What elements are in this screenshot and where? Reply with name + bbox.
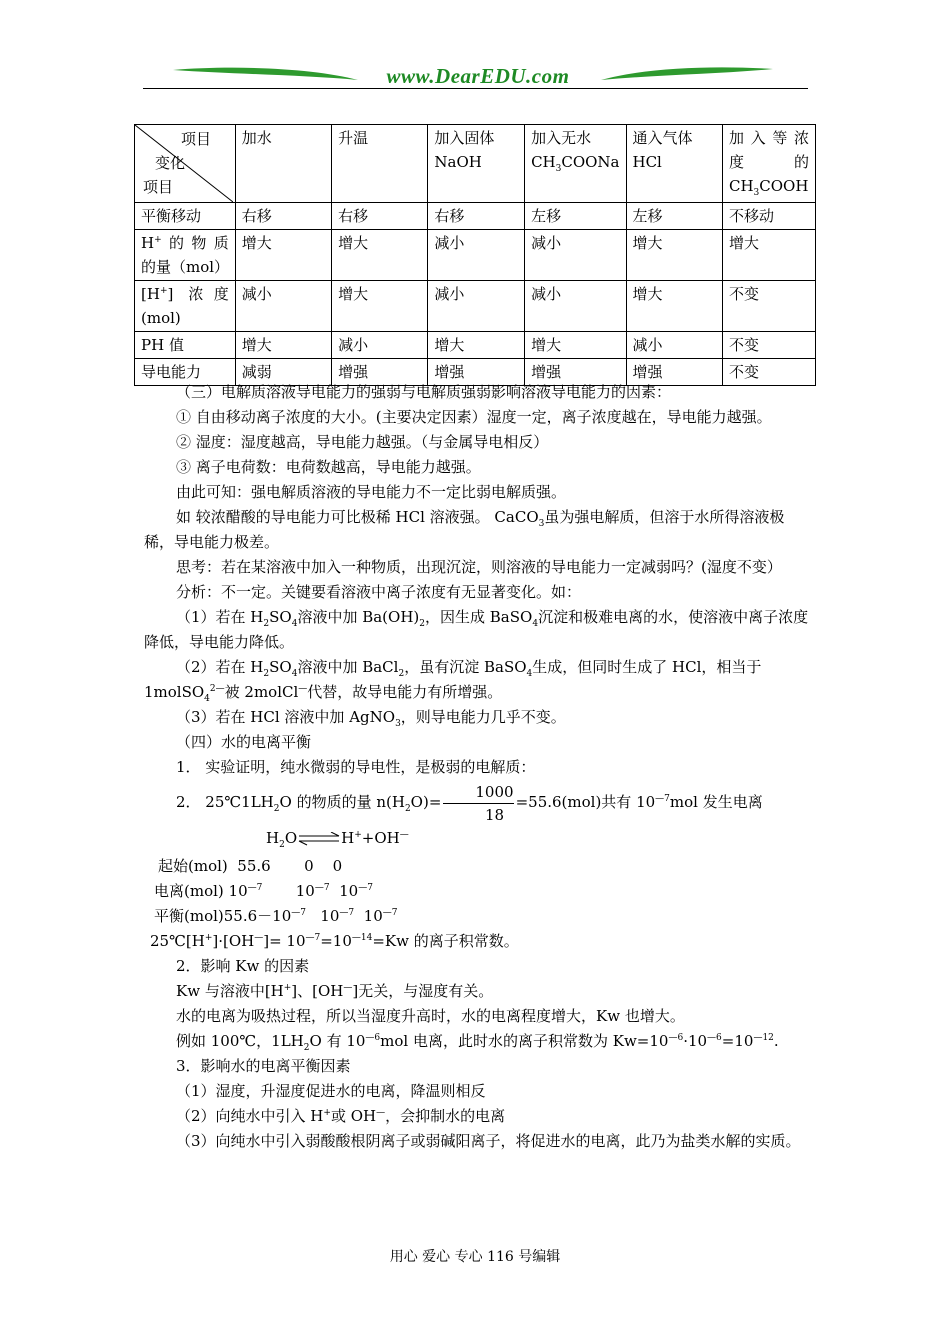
table-cell: 减小 — [428, 281, 525, 332]
table-cell: 增强 — [428, 359, 525, 386]
header-banner — [143, 62, 808, 92]
paragraph: 例如 100℃，$1LH_2O$ 有 $10^{—6}mol$ 电离，此时水的离子积常数为 $Kw=10^{—6}\cdot 10^{—6}=10^{—12}$. — [176, 1031, 779, 1053]
paragraph: （1）若在 $H_2SO_4$溶液中加 $Ba(OH)_2$，因生成 BaSO$_4$沉淀和极难电离的水，使溶液中离子浓度降低，导电能力降低。 — [144, 608, 809, 651]
paragraph: 如 较浓醋酸的导电能力可比极稀 HCl 溶液强。 CaCO$_3$虽为强电解质，但溶于水所得溶液极稀，导电能力极差。 — [144, 508, 785, 551]
table-cell: 增强 — [626, 359, 722, 386]
paragraph: （2）向纯水中引入 H+或 OH—，会抑制水的电离 — [176, 1106, 506, 1125]
fraction: $\frac{1000}{18}$ — [443, 781, 513, 826]
row-label: PH 值 — [135, 332, 236, 359]
diag-mid-label: 变化 — [155, 154, 186, 172]
table-line: 起始(mol) 55.6 0 0 — [158, 856, 343, 875]
table-cell: 不移动 — [722, 203, 815, 230]
table-line: 平衡$(mol)55.6-10^{—7}$ $10^{—7}$ $10^{—7}$ — [154, 906, 398, 925]
paragraph: 水的电离为吸热过程，所以当湿度升高时，水的电离程度增大，Kw 也增大。 — [176, 1006, 685, 1025]
table-cell: 右移 — [428, 203, 525, 230]
diagonal-header-cell — [135, 125, 236, 203]
row-label: [H+] 浓度 (mol) — [135, 281, 236, 332]
section-heading: （三）电解质溶液导电能力的强弱与电解质强弱影响溶液导电能力的因素： — [176, 383, 672, 401]
section-heading: 2．影响 Kw 的因素 — [176, 956, 310, 975]
table-cell: 不变 — [722, 281, 815, 332]
paragraph: ① 自由移动离子浓度的大小。(主要决定因素）湿度一定，离子浓度越在，导电能力越强。 — [176, 408, 772, 426]
diag-bottom-label: 项目 — [143, 178, 174, 196]
table-cell: 减小 — [525, 281, 626, 332]
paragraph: （1）湿度，升湿度促进水的电离，降温则相反 — [176, 1081, 486, 1100]
row-label: 导电能力 — [135, 359, 236, 386]
table-cell: 增强 — [525, 359, 626, 386]
paragraph: （3）向纯水中引入弱酸酸根阴离子或弱碱阳离子，将促进水的电离，此乃为盐类水解的实质。 — [176, 1131, 801, 1150]
ionization-table — [134, 124, 816, 386]
table-row — [135, 281, 816, 332]
equilibrium-arrow-icon — [297, 832, 341, 846]
header-cell: 加入等浓 度的 $CH_3COOH$ — [722, 125, 815, 203]
table-cell: 增大 — [626, 230, 722, 281]
section-heading: 3．影响水的电离平衡因素 — [176, 1056, 351, 1075]
table-cell: 增大 — [332, 281, 428, 332]
table-header-row — [135, 125, 816, 203]
table-cell: 增强 — [332, 359, 428, 386]
header-cell: 加水 — [235, 125, 331, 203]
paragraph: 由此可知：强电解质溶液的导电能力不一定比弱电解质强。 — [176, 483, 567, 501]
row-label: H+的物质 的量（mol） — [135, 230, 236, 281]
header-cell: 通入气体 HCl — [626, 125, 722, 203]
ionization-equation: $H_2O$ H++OH— — [266, 828, 409, 850]
paragraph: 2． $25℃1LH_2O$ 的物质的量 $n(H_2O)=$ $\frac{1000}{18}$ =55.6(mol)共有 $10^{—7}mol$ 发生电离 — [176, 782, 763, 824]
header-cell: 加入固体 NaOH — [428, 125, 525, 203]
header-cell: 升温 — [332, 125, 428, 203]
table-cell: 减弱 — [235, 359, 331, 386]
header-rule — [143, 88, 808, 89]
table-cell: 增大 — [428, 332, 525, 359]
table-cell: 减小 — [428, 230, 525, 281]
table-cell: 不变 — [722, 359, 815, 386]
table-cell: 增大 — [332, 230, 428, 281]
paragraph: ③ 离子电荷数：电荷数越高，导电能力越强。 — [176, 458, 481, 476]
page-footer: 用心 爱心 专心 116 号编辑 — [389, 1249, 561, 1265]
table-cell: 左移 — [525, 203, 626, 230]
section-heading: （四）水的电离平衡 — [176, 733, 312, 751]
paragraph: Kw 与溶液中[H+]、[OH—]无关，与湿度有关。 — [176, 981, 494, 1000]
table-row — [135, 230, 816, 281]
table-cell: 增大 — [235, 332, 331, 359]
paragraph: 分析：不一定。关键要看溶液中离子浓度有无显著变化。如： — [176, 583, 582, 601]
table-cell: 增大 — [525, 332, 626, 359]
table-cell: 左移 — [626, 203, 722, 230]
table-cell: 减小 — [525, 230, 626, 281]
table-cell: 增大 — [235, 230, 331, 281]
table-cell: 减小 — [235, 281, 331, 332]
table-row — [135, 332, 816, 359]
paragraph: （3）若在 HCl 溶液中加 AgNO$_3$，则导电能力几乎不变。 — [176, 708, 566, 729]
table-cell: 减小 — [332, 332, 428, 359]
row-label: 平衡移动 — [135, 203, 236, 230]
table-cell: 增大 — [626, 281, 722, 332]
table-cell: 不变 — [722, 332, 815, 359]
paragraph: 25℃[H+]·[OH—]= $10^{—7}=10^{—14}=Kw$ 的离子积常数。 — [150, 931, 519, 950]
table-cell: 增大 — [722, 230, 815, 281]
table-cell: 减小 — [626, 332, 722, 359]
diag-top-label: 项目 — [181, 130, 212, 148]
table-cell: 右移 — [235, 203, 331, 230]
paragraph: 1． 实验证明，纯水微弱的导电性，是极弱的电解质： — [176, 758, 536, 776]
table-cell: 右移 — [332, 203, 428, 230]
header-cell: 加入无水 $CH_3COONa$ — [525, 125, 626, 203]
paragraph: （2）若在 $H_2SO_4$溶液中加 BaCl$_2$，虽有沉淀 BaSO$_4$生成，但同时生成了 HCl，相当于 1molSO$_4^{2—}$被 2molCl—代替，故导电能力有所增强。 — [144, 658, 762, 704]
table-row — [135, 203, 816, 230]
paragraph: 思考：若在某溶液中加入一种物质，出现沉淀，则溶液的导电能力一定减弱吗？(湿度不变） — [176, 558, 782, 576]
brand-text: www.DearEDU.com — [386, 64, 570, 88]
table-line: 电离(mol) $10^{—7}$ $10^{—7}$ $10^{—7}$ — [154, 881, 373, 900]
paragraph: ② 湿度：湿度越高，导电能力越强。（与金属导电相反） — [176, 433, 549, 451]
document-body — [144, 380, 810, 1154]
